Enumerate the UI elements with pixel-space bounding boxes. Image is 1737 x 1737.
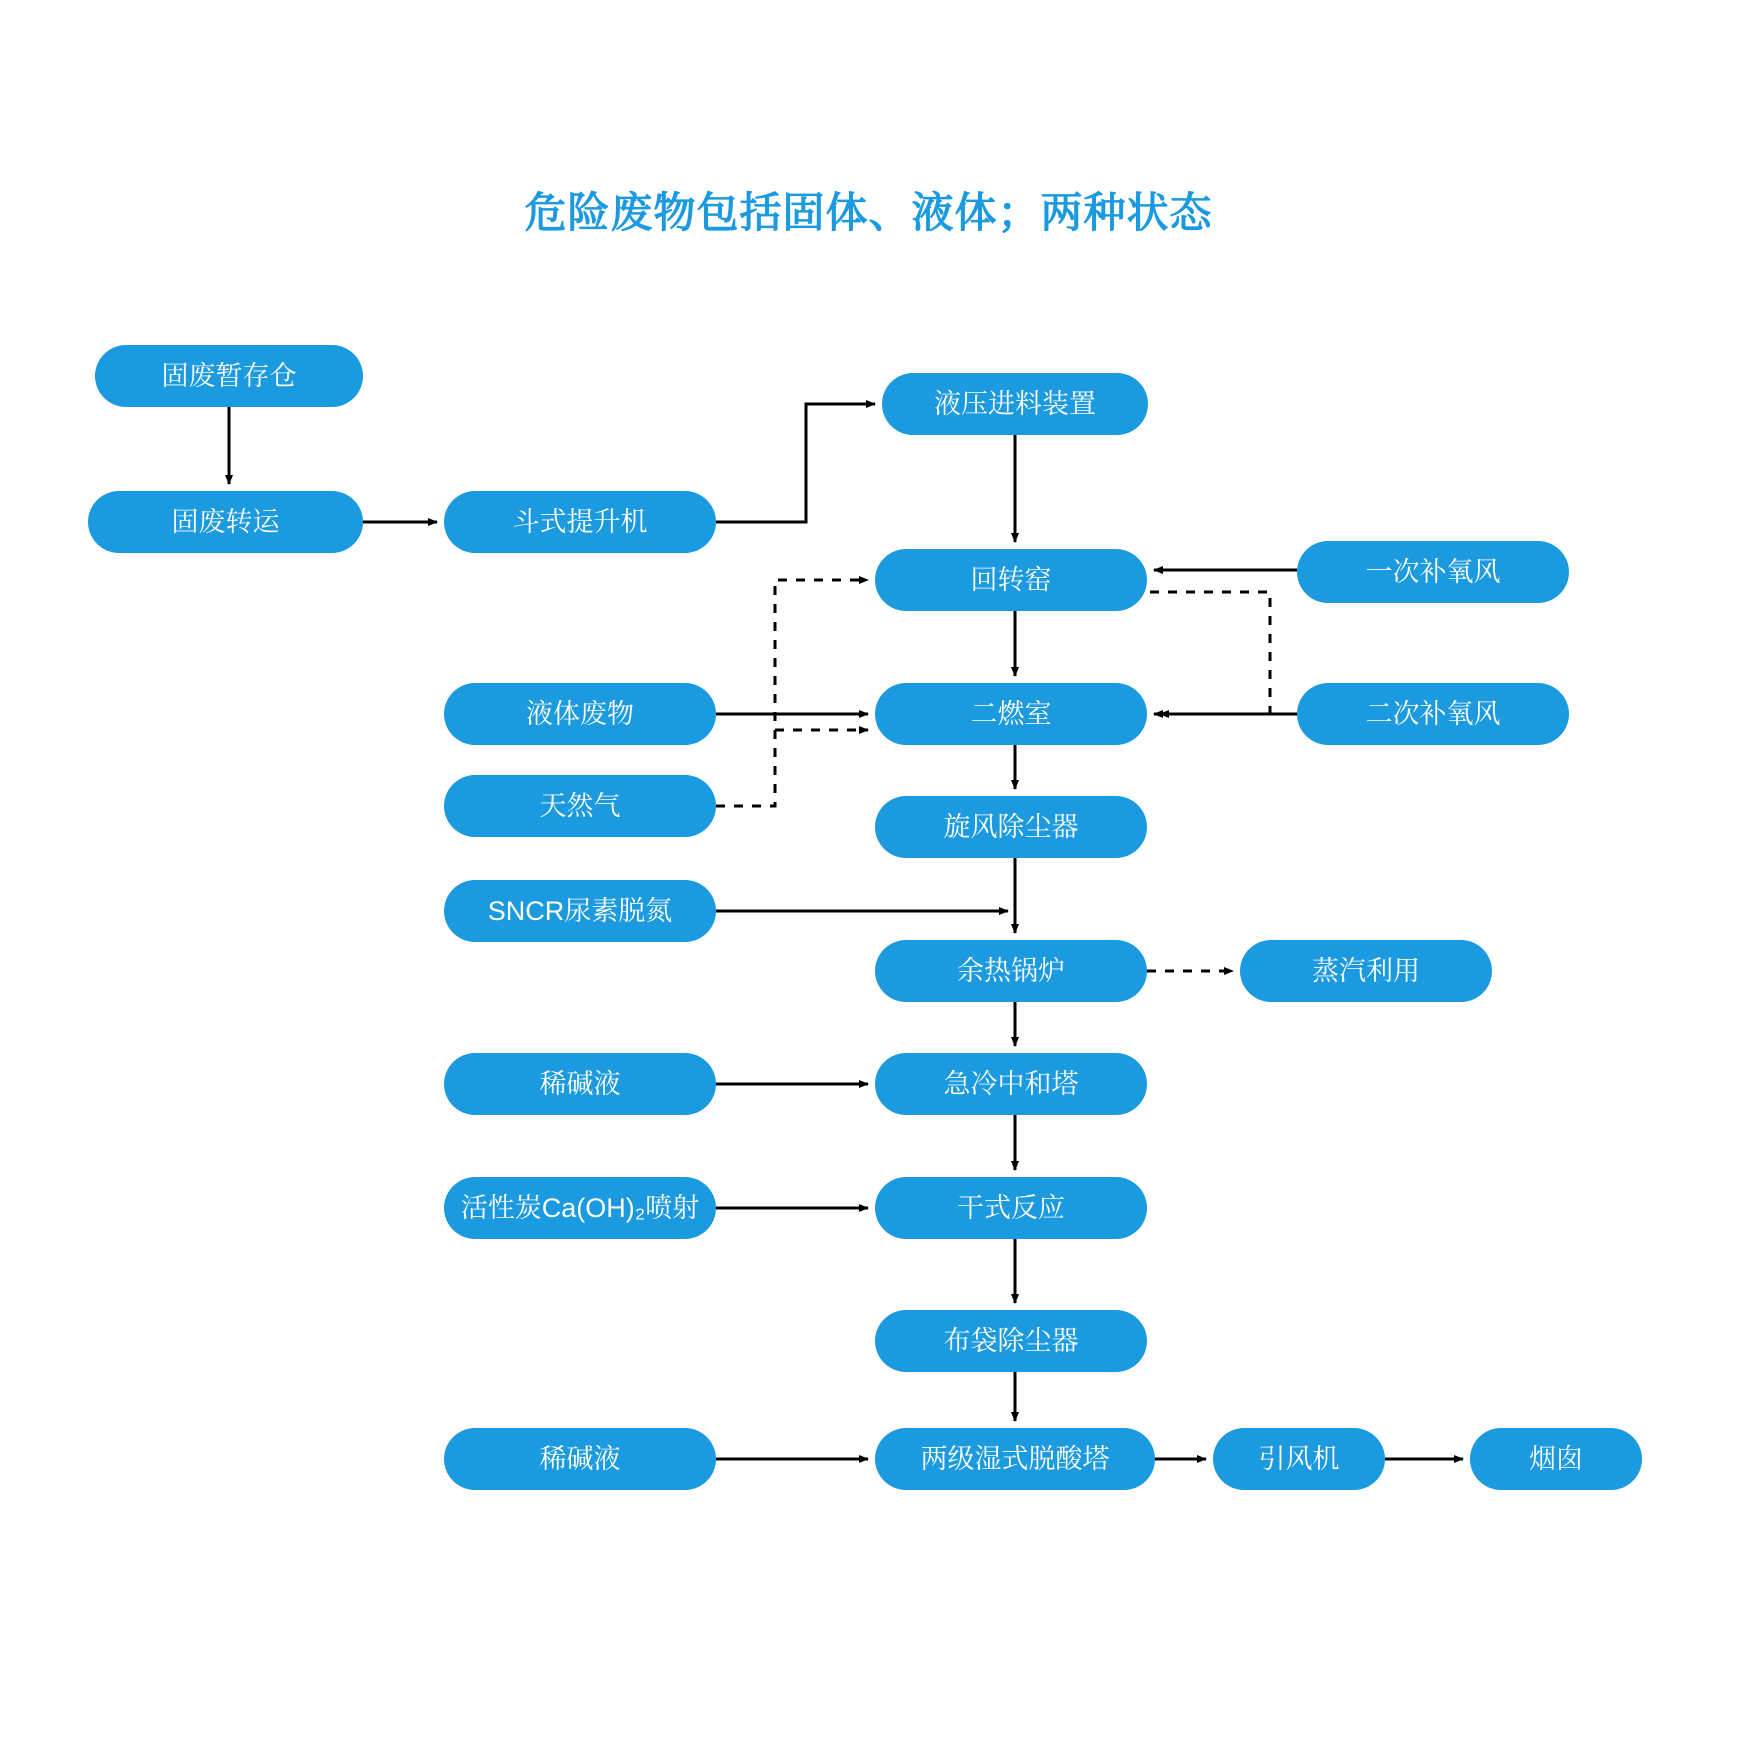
node-solid-waste-storage[interactable]: 固废暂存仓 xyxy=(95,345,363,407)
node-bag-filter[interactable]: 布袋除尘器 xyxy=(875,1310,1147,1372)
node-rotary-kiln[interactable]: 回转窑 xyxy=(875,549,1147,611)
node-secondary-oxygen-air[interactable]: 二次补氧风 xyxy=(1297,683,1569,745)
node-quench-neutralization-tower[interactable]: 急冷中和塔 xyxy=(875,1053,1147,1115)
node-stack[interactable]: 烟囱 xyxy=(1470,1428,1642,1490)
edge-primary-air-branch-dashed xyxy=(1150,592,1270,714)
node-bucket-elevator[interactable]: 斗式提升机 xyxy=(444,491,716,553)
node-cyclone-dust-collector[interactable]: 旋风除尘器 xyxy=(875,796,1147,858)
node-sncr-urea-denitration[interactable]: SNCR尿素脱氮 xyxy=(444,880,716,942)
node-hydraulic-feeder[interactable]: 液压进料装置 xyxy=(882,373,1148,435)
node-two-stage-wet-scrubber[interactable]: 两级湿式脱酸塔 xyxy=(875,1428,1155,1490)
node-secondary-combustion-chamber[interactable]: 二燃室 xyxy=(875,683,1147,745)
node-natural-gas[interactable]: 天然气 xyxy=(444,775,716,837)
node-induced-draft-fan[interactable]: 引风机 xyxy=(1213,1428,1385,1490)
node-waste-heat-boiler[interactable]: 余热锅炉 xyxy=(875,940,1147,1002)
node-dilute-alkali-1[interactable]: 稀碱液 xyxy=(444,1053,716,1115)
node-steam-utilization[interactable]: 蒸汽利用 xyxy=(1240,940,1492,1002)
node-liquid-waste[interactable]: 液体废物 xyxy=(444,683,716,745)
node-activated-carbon-injection[interactable]: 活性炭Ca(OH)₂喷射 xyxy=(444,1177,716,1239)
edge-lift-to-hydraulic-feed xyxy=(716,404,875,522)
page-title: 危险废物包括固体、液体；两种状态 xyxy=(524,189,1213,236)
node-dilute-alkali-2[interactable]: 稀碱液 xyxy=(444,1428,716,1490)
edge-gas-to-kiln xyxy=(716,580,868,806)
node-dry-reaction[interactable]: 干式反应 xyxy=(875,1177,1147,1239)
node-solid-waste-transfer[interactable]: 固废转运 xyxy=(88,491,363,553)
node-primary-oxygen-air[interactable]: 一次补氧风 xyxy=(1297,541,1569,603)
